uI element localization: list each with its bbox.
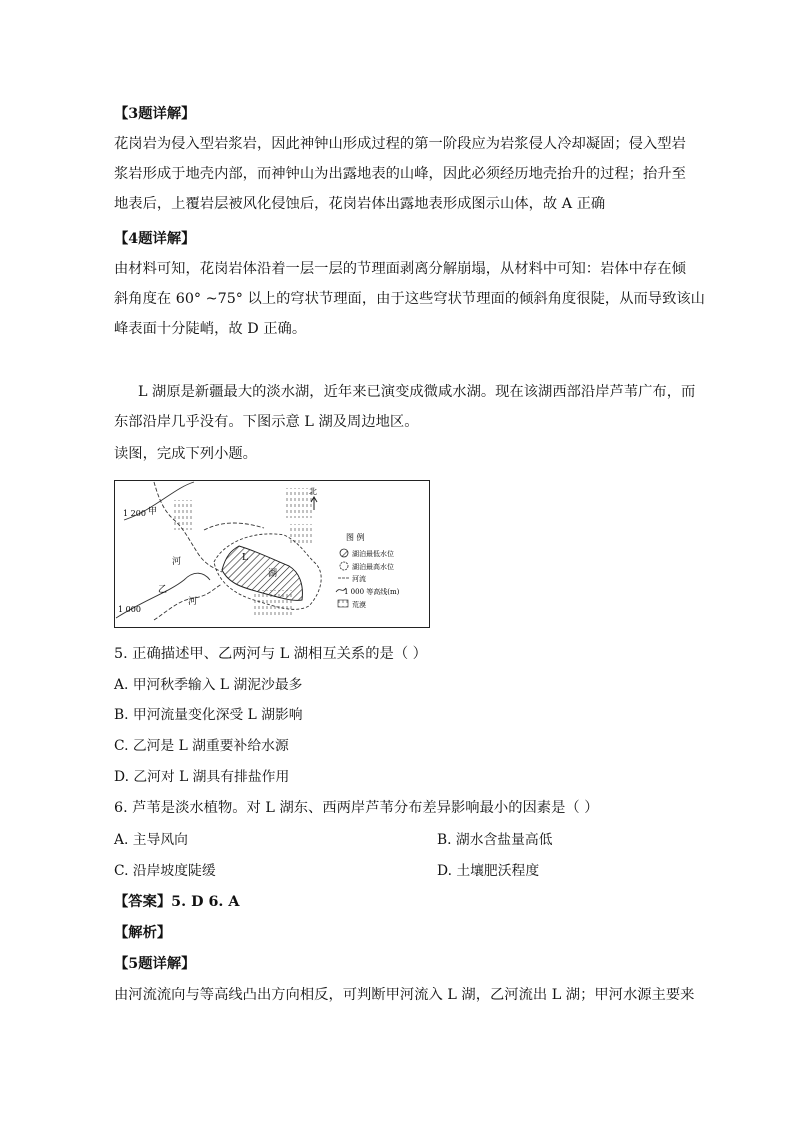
section-3-line-1: 花岗岩为侵入型岩浆岩，因此神钟山形成过程的第一阶段应为岩浆侵人冷却凝固；侵入型岩: [114, 136, 686, 152]
section-3-heading: 【3题详解】: [114, 106, 196, 122]
lake-label: L: [242, 553, 248, 563]
section-3-line-3: 地表后，上覆岩层被风化侵蚀后，花岗岩体出露地表形成图示山体，故 A 正确: [114, 196, 606, 212]
section-5-line-1: 由河流流向与等高线凸出方向相反，可判断甲河流入 L 湖，乙河流出 L 湖；甲河水源主要来: [114, 987, 695, 1003]
lake-label: 湖: [268, 569, 278, 579]
q5-option-c: C. 乙河是 L 湖重要补给水源: [114, 738, 289, 754]
question-5-stem: 5. 正确描述甲、乙两河与 L 湖相互关系的是（ ）: [114, 646, 427, 662]
legend-contour-label: 1 000 等高线(m): [344, 588, 400, 596]
contour-1200-label: 1 200: [123, 509, 146, 518]
contour-1000-label: 1 000: [118, 605, 141, 614]
section-5-heading: 【5题详解】: [114, 956, 196, 972]
q6-option-a: A. 主导风向: [114, 832, 188, 848]
legend-high-water-label: 湖泊最高水位: [352, 563, 394, 571]
legend-low-water-icon: [340, 549, 348, 557]
legend-desert-icon: [338, 600, 348, 607]
passage-line-1: L 湖原是新疆最大的淡水湖，近年来已演变成微咸水湖。现在该湖西部沿岸芦苇广布，而: [138, 384, 696, 400]
passage-line-3: 读图，完成下列小题。: [114, 446, 257, 462]
question-6-stem: 6. 芦苇是淡水植物。对 L 湖东、西两岸芦苇分布差异影响最小的因素是（ ）: [114, 800, 599, 816]
q5-option-b: B. 甲河流量变化深受 L 湖影响: [114, 707, 303, 723]
q5-option-a: A. 甲河秋季输入 L 湖泥沙最多: [114, 677, 303, 693]
desert-area: [289, 524, 314, 546]
analysis-heading: 【解析】: [114, 925, 172, 941]
answer-line: 【答案】5. D 6. A: [114, 894, 240, 910]
desert-area: [174, 500, 194, 530]
river-jia-label: 河: [172, 557, 182, 567]
section-4-line-3: 峰表面十分陡峭，故 D 正确。: [114, 321, 307, 337]
section-4-heading: 【4题详解】: [114, 231, 196, 247]
q5-option-d: D. 乙河对 L 湖具有排盐作用: [114, 769, 290, 785]
passage-line-2: 东部沿岸几乎没有。下图示意 L 湖及周边地区。: [114, 414, 419, 430]
q6-option-c: C. 沿岸坡度陡缓: [114, 863, 216, 879]
river-jia-label: 甲: [148, 507, 158, 517]
legend-river-label: 河流: [352, 575, 366, 583]
river-yi-label: 河: [188, 597, 198, 607]
lake-map-figure: [114, 480, 430, 628]
q6-option-b: B. 湖水含盐量高低: [437, 832, 553, 848]
section-3-line-2: 浆岩形成于地壳内部，而神钟山为出露地表的山峰，因此必须经历地壳抬升的过程；抬升至: [114, 166, 686, 182]
section-4-line-1: 由材料可知，花岗岩体沿着一层一层的节理面剥离分解崩塌，从材料中可知：岩体中存在倾: [114, 261, 686, 277]
section-4-line-2: 斜角度在 60° ~75° 以上的穹状节理面，由于这些穹状节理面的倾斜角度很陡，从而导致该山: [114, 291, 705, 307]
legend-low-water-label: 湖泊最低水位: [352, 550, 394, 558]
q6-option-d: D. 土壤肥沃程度: [437, 863, 540, 879]
river-yi-label: 乙: [158, 585, 168, 595]
legend-title: 图 例: [346, 533, 365, 542]
north-label: 北: [309, 487, 317, 496]
legend-desert-label: 荒漠: [352, 601, 366, 609]
